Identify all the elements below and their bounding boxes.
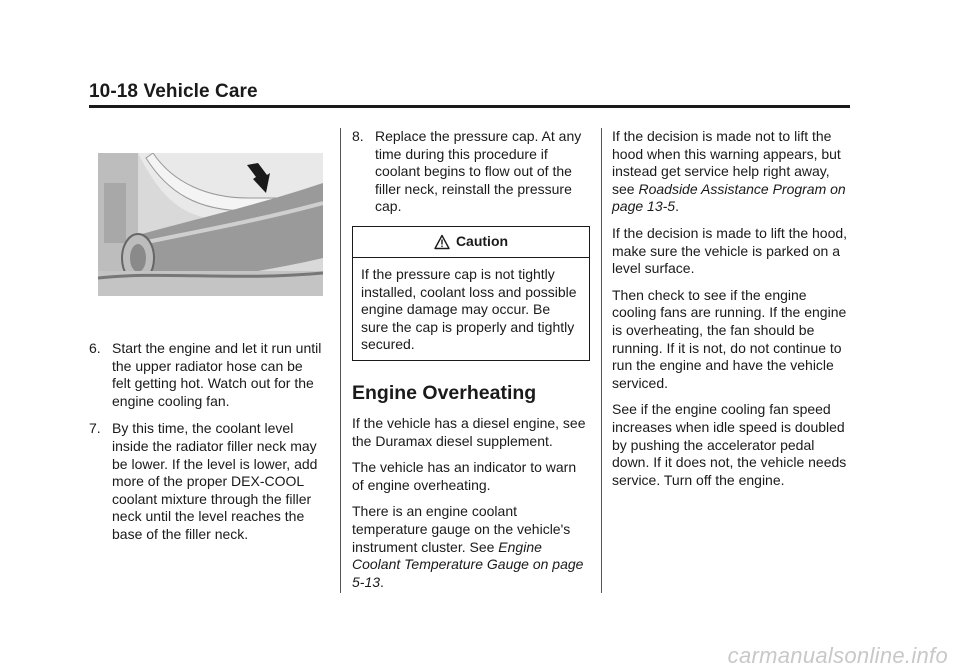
steps-list bbox=[352, 128, 590, 216]
radiator-hose-figure bbox=[98, 153, 323, 296]
paragraph bbox=[612, 128, 854, 216]
page-header bbox=[89, 80, 850, 104]
section-title: Engine Overheating bbox=[352, 381, 537, 404]
step-6 bbox=[89, 340, 325, 410]
watermark: carmanualsonline.info bbox=[727, 643, 948, 668]
paragraph: Then check to see if the engine cooling fans are running. If the engine is overheating, the fan should be running. If it is not, do not continue to run the engine and have the vehicle serviced. bbox=[612, 286, 847, 391]
column-divider-2 bbox=[601, 128, 602, 593]
step-text: Replace the pressure cap. At any time during this procedure if coolant begins to flow out of the filler neck, reinstall the pressure cap. bbox=[375, 128, 582, 215]
radiator-hose-illustration bbox=[98, 153, 323, 296]
step-8 bbox=[352, 128, 590, 216]
page-title: 10-18 Vehicle Care bbox=[89, 81, 258, 102]
header-rule bbox=[89, 105, 850, 108]
step-number: 8. bbox=[352, 128, 364, 144]
column-divider-1 bbox=[340, 128, 341, 593]
paragraph-text: If the decision is made not to lift the hood when this warning appears, but instead get service help right away, see bbox=[612, 128, 841, 197]
paragraph: See if the engine cooling fan speed increases when idle speed is doubled by pushing the accelerator pedal down. If it does not, the vehicle needs service. Turn off the engine. bbox=[612, 401, 847, 488]
step-number: 6. bbox=[89, 340, 101, 356]
column-2 bbox=[352, 128, 590, 600]
caution-text: If the pressure cap is not tightly installed, coolant loss and possible engine damage may occur. Be sure the cap is properly and tightly secured. bbox=[361, 265, 577, 353]
paragraph-end: . bbox=[675, 198, 679, 215]
caution-header bbox=[353, 227, 589, 258]
paragraph: If the vehicle has a diesel engine, see the Duramax diesel supplement. bbox=[352, 414, 586, 449]
caution-label: Caution bbox=[455, 233, 509, 250]
paragraph bbox=[352, 503, 590, 591]
step-7 bbox=[89, 420, 325, 543]
steps-list bbox=[89, 340, 325, 544]
paragraph-text: There is an engine coolant temperature gauge on the vehicle's instrument cluster. See bbox=[352, 503, 571, 555]
step-text: Start the engine and let it run until the upper radiator hose can be felt getting hot. Watch out for the engine cooling fan. bbox=[112, 340, 322, 409]
caution-warning-icon bbox=[434, 234, 450, 250]
cross-reference: Engine Coolant Temperature Gauge on page 5-13 bbox=[352, 538, 584, 590]
cross-reference: Roadside Assistance Program on page 13-5 bbox=[612, 180, 846, 215]
paragraph: The vehicle has an indicator to warn of engine overheating. bbox=[352, 459, 577, 493]
paragraph: If the decision is made to lift the hood, make sure the vehicle is parked on a level surface. bbox=[612, 224, 848, 277]
column-3 bbox=[612, 128, 854, 498]
caution-box bbox=[352, 226, 590, 361]
column-1 bbox=[89, 340, 325, 554]
paragraph-end: . bbox=[380, 573, 384, 590]
step-text: By this time, the coolant level inside the radiator filler neck may be lower. If the level is lower, add more of the proper DEX-COOL coolant mixture through the filler neck until the level reaches the base of the filler neck. bbox=[112, 420, 318, 542]
step-number: 7. bbox=[89, 420, 101, 437]
